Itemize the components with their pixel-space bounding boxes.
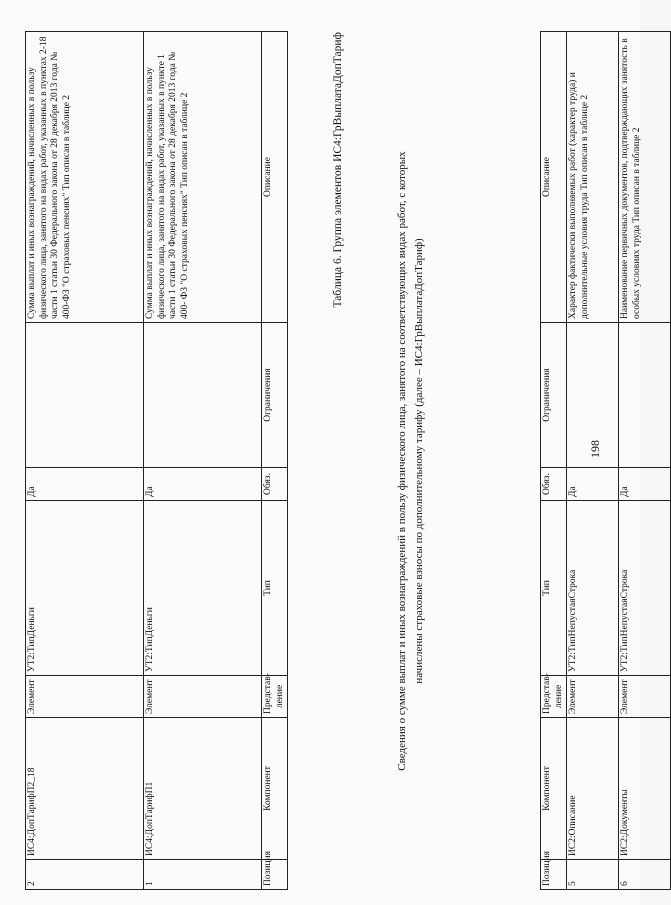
cell-representation: Элемент	[144, 676, 262, 718]
header-representation: Представ-ление	[262, 676, 288, 718]
table-row	[144, 32, 262, 890]
header-component: Компонент	[541, 718, 567, 860]
table-row	[567, 32, 619, 890]
cell-representation: Элемент	[619, 676, 671, 718]
header-required: Обяз.	[262, 468, 288, 501]
cell-restrictions	[26, 323, 144, 468]
header-representation: Представ-ление	[541, 676, 567, 718]
header-restrictions: Ограничения	[262, 323, 288, 468]
header-position: Позиция	[541, 860, 567, 890]
header-required: Обяз.	[541, 468, 567, 501]
elements-table-6	[25, 31, 288, 890]
table-header-row	[262, 32, 288, 890]
table-row	[619, 32, 671, 890]
cell-position: 6	[619, 860, 671, 890]
cell-position: 5	[567, 860, 619, 890]
cell-required: Да	[26, 468, 144, 501]
cell-description: Сумма выплат и иных вознаграждений, начисленных в пользу физического лица, занятого на видах работ, указанных в пунктах 2-18 части 1 статьи 30 Федерального закона от 28 декабря 2013 года № 400-ФЗ "О страховых пенсиях" Тип описан в таблице 2	[26, 32, 144, 323]
cell-description: Сумма выплат и иных вознаграждений, начисленных в пользу физического лица, занятого на видах работ, указанных в пункте 1 части 1 статьи 30 Федерального закона от 28 декабря 2013 года № 400- ФЗ "О страховых пенсиях" Тип описан в таблице 2	[144, 32, 262, 323]
cell-type: УТ2:ТипНепустаяСтрока	[619, 501, 671, 676]
cell-required: Да	[567, 468, 619, 501]
header-type: Тип	[541, 501, 567, 676]
cell-position: 2	[26, 860, 144, 890]
cell-required: Да	[144, 468, 262, 501]
header-type: Тип	[262, 501, 288, 676]
cell-description: Наименование первичных документов, подтверждающих занятость в особых условиях труда Тип описан в таблице 2	[619, 32, 671, 323]
header-component: Компонент	[262, 718, 288, 860]
cell-type: УТ2:ТипДеньги	[144, 501, 262, 676]
header-restrictions: Ограничения	[541, 323, 567, 468]
section-caption-line1: Сведения о сумме выплат и иных вознаграждений в пользу физического лица, занятого на соответствующих видах работ, с которых	[396, 151, 408, 771]
page-number: 198	[588, 440, 602, 458]
rotated-content	[20, 20, 642, 890]
cell-component: ИС2:Описание	[567, 718, 619, 860]
header-position: Позиция	[262, 860, 288, 890]
table-row	[26, 32, 144, 890]
header-description: Описание	[541, 32, 567, 323]
cell-component: ИС4:ДопТарифП2_18	[26, 718, 144, 860]
cell-required: Да	[619, 468, 671, 501]
cell-description: Характер фактически выполняемых работ (характер труда) и дополнительные условия труда Тип описан в таблице 2	[567, 32, 619, 323]
cell-restrictions	[619, 323, 671, 468]
cell-type: УТ2:ТипНепустаяСтрока	[567, 501, 619, 676]
cell-component: ИС2:Документы	[619, 718, 671, 860]
cell-representation: Элемент	[26, 676, 144, 718]
header-description: Описание	[262, 32, 288, 323]
table-title: Таблица 6. Группа элементов ИС4:ГрВыплатаДопТариф	[332, 32, 344, 308]
cell-restrictions	[567, 323, 619, 468]
cell-position: 1	[144, 860, 262, 890]
cell-representation: Элемент	[567, 676, 619, 718]
cell-component: ИС4:ДопТарифП1	[144, 718, 262, 860]
table-header-row	[541, 32, 567, 890]
elements-table-continued	[540, 31, 671, 890]
section-caption-line2: начислены страховые взносы по дополнительному тарифу (далее – ИС4:ГрВыплатаДопТариф)	[413, 238, 425, 684]
cell-type: УТ2:ТипДеньги	[26, 501, 144, 676]
cell-restrictions	[144, 323, 262, 468]
